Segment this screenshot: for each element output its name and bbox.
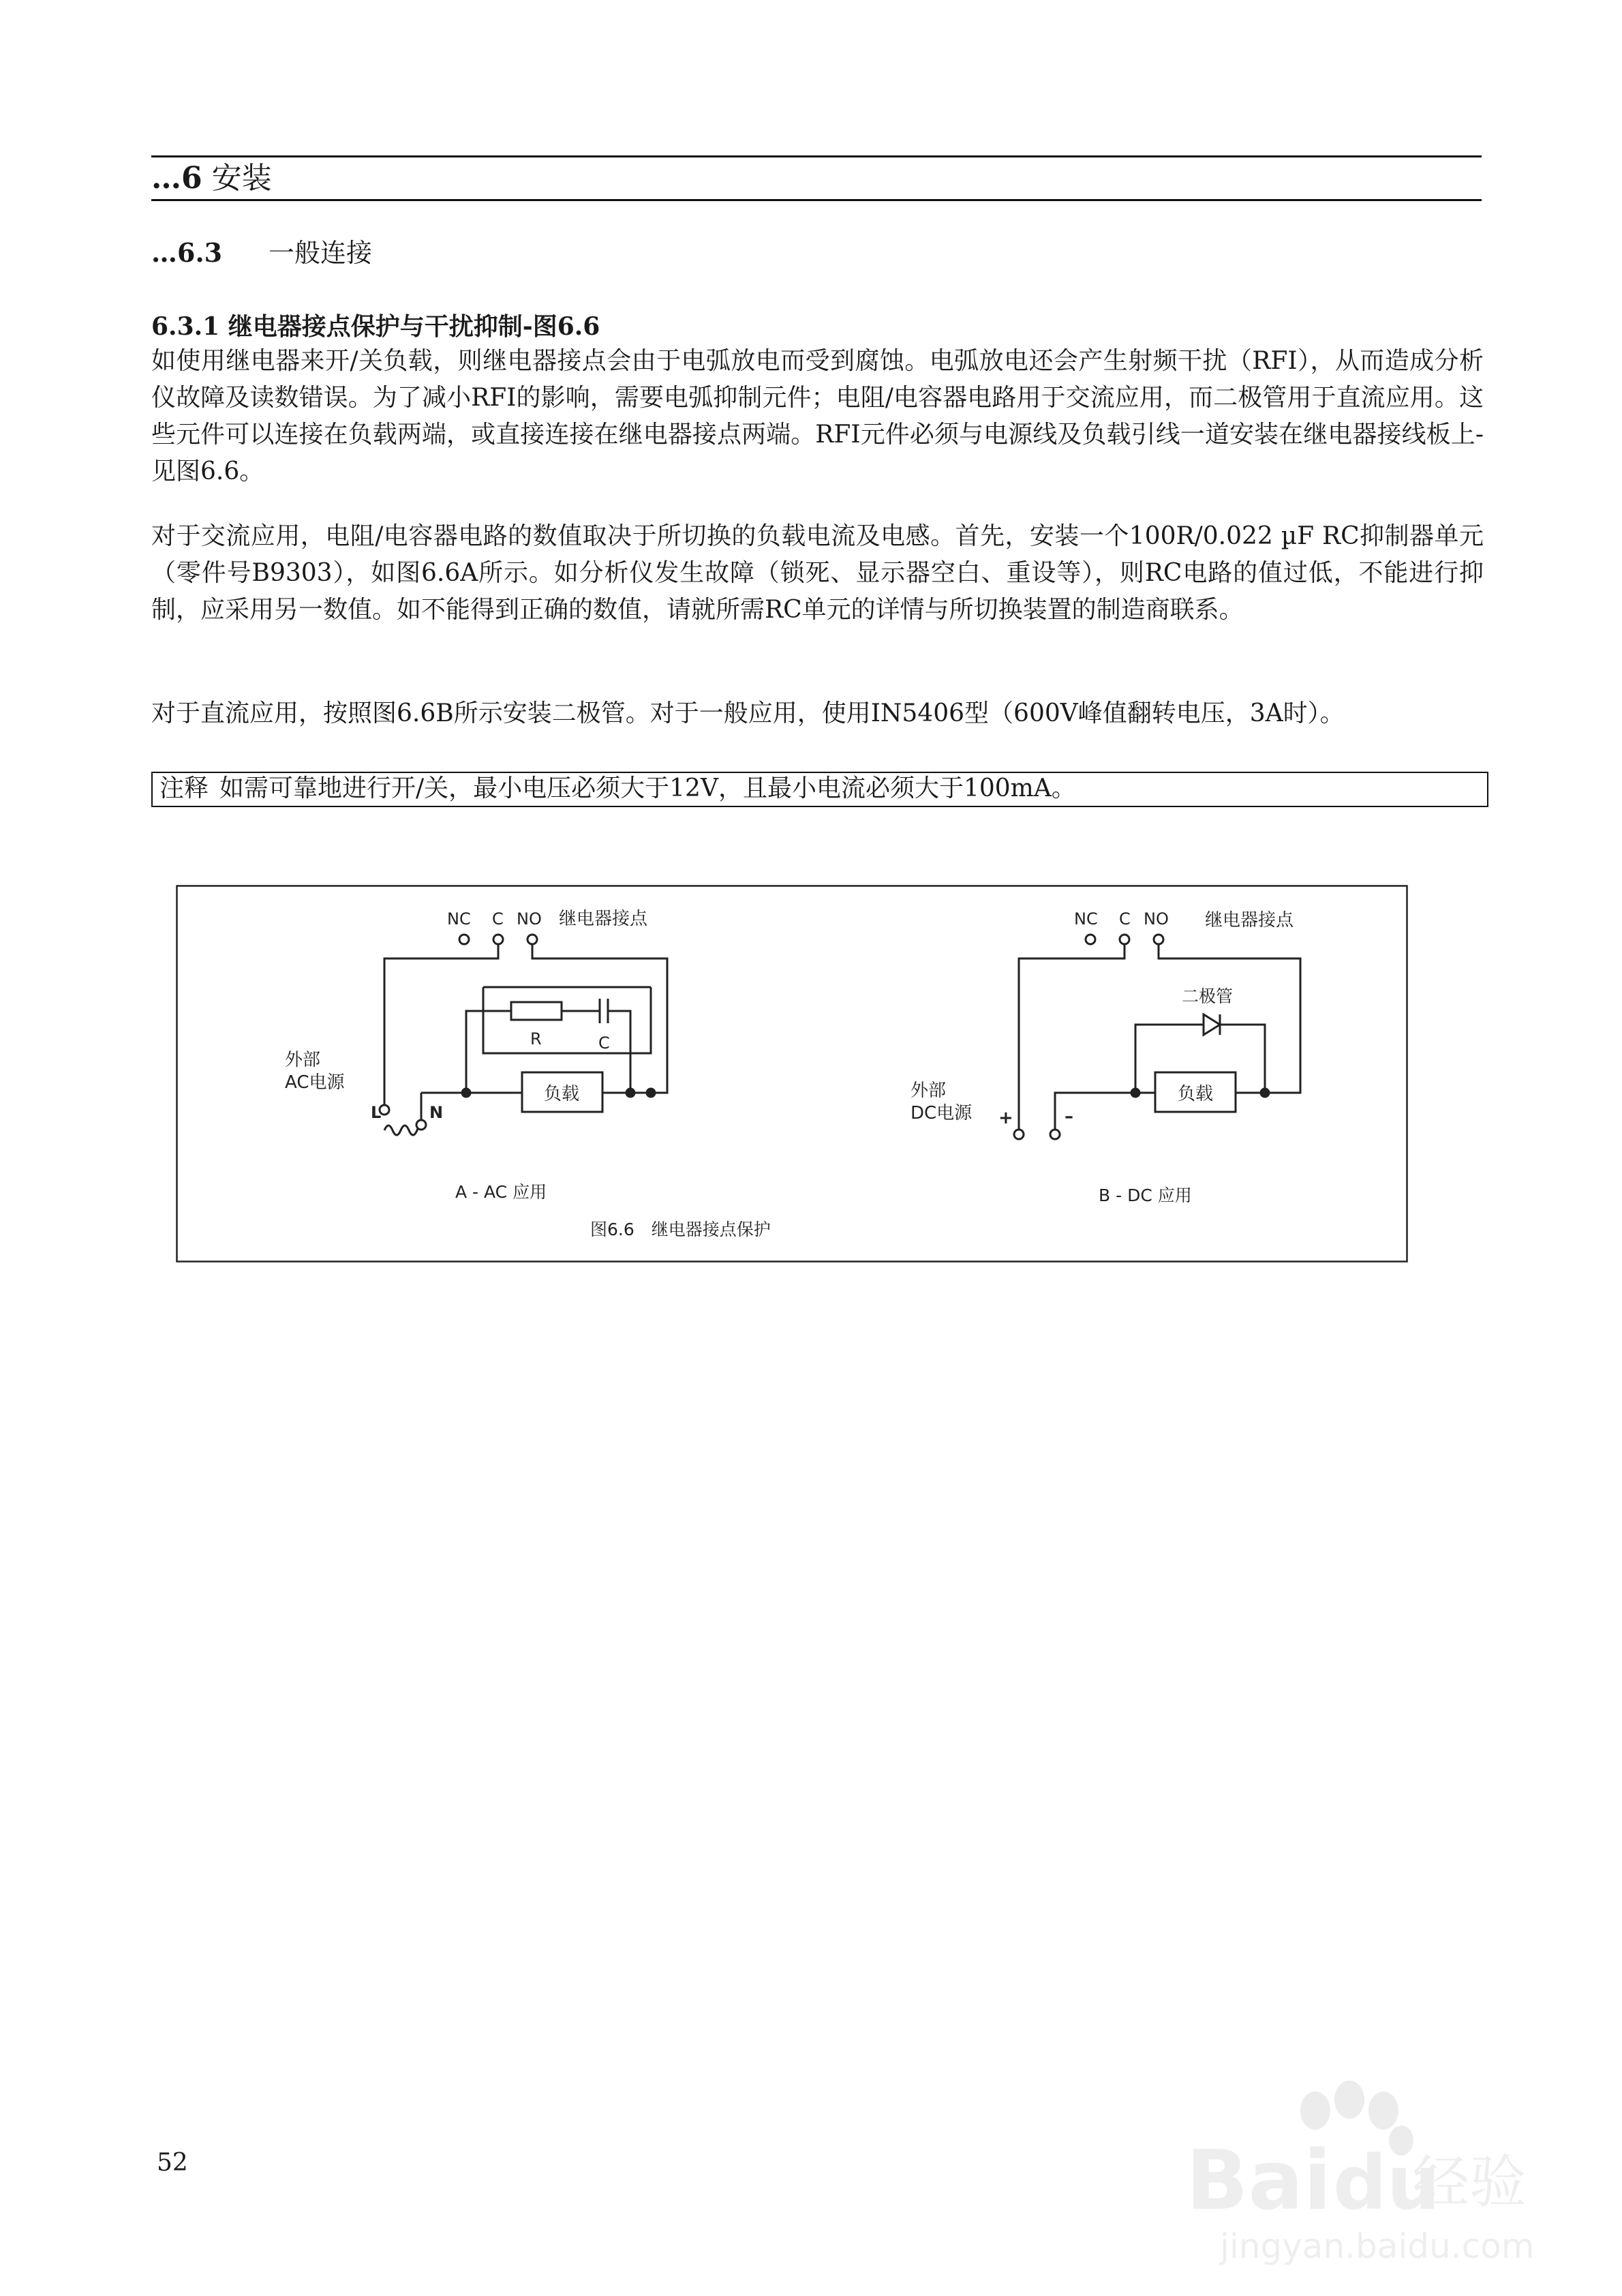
paragraph-1: 如使用继电器来开/关负载，则继电器接点会由于电弧放电而受到腐蚀。电弧放电还会产生射频干扰（RFI），从而造成分析仪故障及读数错误。为了减小RFI的影响，需要电弧抑制元件；电阻/电容器电路用于交流应用，而二极管用于直流应用。这些元件可以连接在负载两端，或直接连接在继电器接点两端。RFI元件必须与电源线及负载引线一道安装在继电器接线板上-见图6.6。	[151, 347, 1484, 485]
label-diode: 二极管	[1182, 986, 1234, 1006]
terminal-nc-a	[459, 935, 469, 944]
label-c-a: C	[492, 909, 504, 928]
panel-a	[380, 935, 667, 1135]
label-minus: –	[1065, 1106, 1073, 1127]
wire-c-to-plus	[1019, 944, 1124, 1129]
terminal-no-a	[527, 935, 537, 944]
watermark-product: 经验	[1412, 2149, 1527, 2216]
label-no-a: NO	[517, 909, 542, 928]
terminal-plus	[1014, 1130, 1024, 1139]
label-c-b: C	[1119, 909, 1131, 928]
watermark-url: jingyan.baidu.com	[1220, 2226, 1535, 2266]
paragraph-3: 对于直流应用，按照图6.6B所示安装二极管。对于一般应用，使用IN5406型（600V峰值翻转电压，3A时）。	[151, 699, 1345, 727]
relay-protection-diagram	[176, 885, 1408, 1263]
section-number: …6	[151, 161, 202, 196]
label-resistor: R	[530, 1029, 542, 1048]
figure-caption: 图6.6 继电器接点保护	[590, 1220, 771, 1239]
label-l: L	[371, 1103, 382, 1122]
junction-dot	[626, 1089, 634, 1097]
section-631-heading: 6.3.1 继电器接点保护与干扰抑制-图6.6	[151, 312, 600, 341]
watermark-brand-2: du	[1333, 2139, 1441, 2226]
terminal-minus	[1050, 1130, 1060, 1139]
page-number: 52	[157, 2149, 188, 2177]
label-plus: +	[998, 1108, 1013, 1128]
diode-symbol	[1204, 1014, 1220, 1035]
label-no-b: NO	[1144, 909, 1169, 928]
label-source-b-1: 外部	[911, 1081, 947, 1101]
ac-source-symbol	[384, 1121, 421, 1135]
terminal-n	[416, 1120, 426, 1130]
baidu-jingyan-watermark	[1159, 2066, 1540, 2270]
rc-right-wire	[608, 1011, 630, 1093]
terminal-nc-b	[1086, 935, 1095, 944]
wire-c-to-l	[384, 944, 498, 1104]
label-load-b: 负载	[1178, 1084, 1214, 1104]
label-capacitor: C	[598, 1033, 610, 1053]
caption-panel-b: B - DC 应用	[1099, 1185, 1192, 1205]
label-load-a: 负载	[544, 1084, 580, 1104]
wire-no-to-load-b	[1159, 944, 1300, 1093]
label-n: N	[429, 1103, 444, 1122]
label-source-a-2: AC电源	[285, 1072, 345, 1093]
panel-b-labels	[911, 909, 1294, 1205]
watermark-brand: Bai	[1186, 2134, 1332, 2229]
rc-bracket	[483, 987, 651, 1053]
label-source-a-1: 外部	[285, 1050, 321, 1070]
terminal-no-b	[1154, 935, 1163, 944]
header-rule-bottom	[151, 199, 1482, 201]
note-box	[151, 772, 1488, 807]
terminal-c-a	[493, 935, 503, 944]
subsection-number: …6.3	[151, 237, 223, 268]
junction-dot	[647, 1089, 655, 1097]
header-rule-top	[151, 155, 1482, 157]
label-nc-b: NC	[1074, 909, 1098, 928]
label-contacts-a: 继电器接点	[559, 909, 648, 929]
note-label: 注释	[159, 774, 209, 802]
panel-b	[1014, 935, 1300, 1139]
terminal-c-b	[1120, 935, 1129, 944]
label-source-b-2: DC电源	[911, 1103, 973, 1123]
caption-panel-a: A - AC 应用	[455, 1182, 547, 1202]
note-text: 如需可靠地进行开/关，最小电压必须大于12V，且最小电流必须大于100mA。	[219, 774, 1076, 802]
label-nc-a: NC	[447, 909, 471, 928]
rc-left-wire	[466, 1011, 511, 1093]
junction-dot	[1261, 1089, 1269, 1097]
section-title-text: 安装	[211, 161, 272, 196]
junction-dot	[1131, 1089, 1139, 1097]
resistor-symbol	[511, 1002, 562, 1020]
paragraph-2: 对于交流应用，电阻/电容器电路的数值取决于所切换的负载电流及电感。首先，安装一个100R/0.022 µF RC抑制器单元（零件号B9303），如图6.6A所示。如分析仪发生故障（锁死、显示器空白、重设等），则RC电路的值过低，不能进行抑制，应采用另一数值。如不能得到正确的数值，请就所需RC单元的详情与所切换装置的制造商联系。	[151, 522, 1484, 624]
subsection-heading	[151, 236, 372, 270]
junction-dot	[462, 1089, 470, 1097]
label-contacts-b: 继电器接点	[1205, 910, 1294, 931]
figure-6-6	[176, 885, 1408, 1263]
subsection-title: 一般连接	[269, 238, 373, 268]
section-title	[151, 160, 272, 198]
